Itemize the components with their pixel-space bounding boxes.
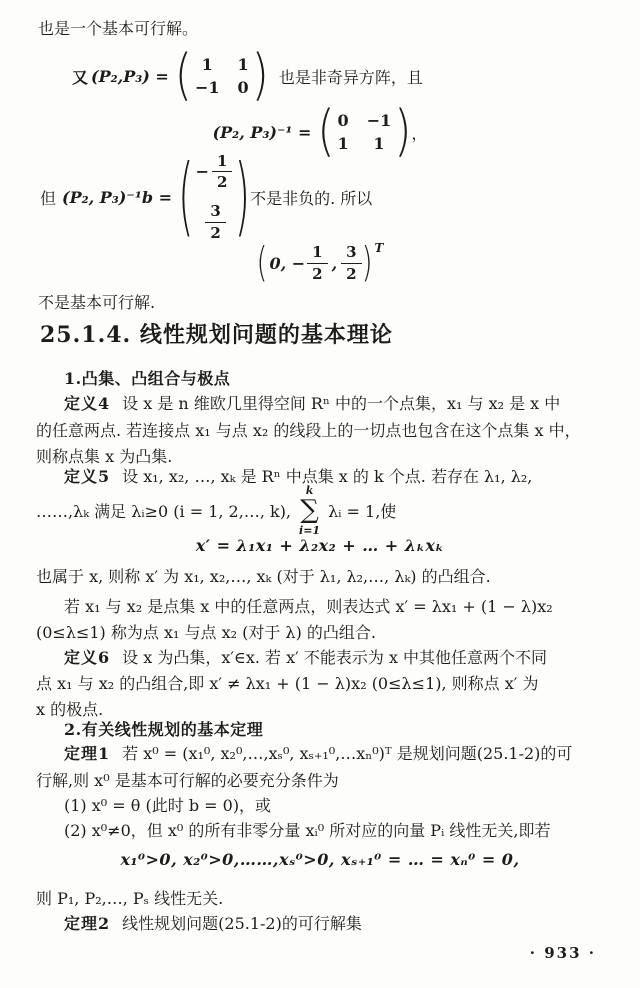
intro-line-1: 也是一个基本可行解。 — [38, 19, 199, 38]
column-vector — [178, 147, 251, 247]
theorem-2-label: 定理2 — [64, 914, 111, 933]
fraction-denominator: 2 — [217, 173, 228, 192]
intro-line-2: 不是基本可行解. — [38, 293, 156, 312]
page-number: · 933 · — [529, 944, 596, 962]
definition-6-line-1 — [64, 645, 547, 668]
fraction-sign: − — [195, 162, 210, 182]
vector-entry — [202, 202, 225, 243]
left-paren-glyph: ( — [178, 147, 194, 247]
definition-6-line-3: x 的极点. — [36, 700, 104, 719]
fraction-denominator: 2 — [346, 264, 357, 283]
equation-transpose-vector — [0, 238, 640, 288]
definition-6-text: 设 x 为凸集，x′∈x. 若 x′ 不能表示为 x 中其他任意两个不同 — [122, 648, 548, 667]
matrix-cell: 1 — [373, 133, 385, 153]
right-paren-glyph: ) — [361, 238, 373, 287]
matrix-p2-p3 — [174, 43, 269, 108]
theorem-2-line-1 — [64, 911, 362, 934]
subsection-2-title: 2.有关线性规划的基本定理 — [64, 720, 264, 739]
eq4-pre: 0, − — [269, 253, 306, 273]
definition-5-line-3: 也属于 x, 则称 x′ 为 x₁, x₂,…, xₖ (对于 λ₁, λ₂,…, λₖ) 的凸组合. — [36, 567, 491, 586]
theorem-1-line-2: 行解,则 x⁰ 是基本可行解的必要充分条件为 — [36, 771, 339, 790]
fraction-denominator: 2 — [312, 264, 323, 283]
matrix-cell: −1 — [194, 77, 220, 97]
theorem-1-item-2: (2) x⁰≠0，但 x⁰ 的所有非零分量 xᵢ⁰ 所对应的向量 Pᵢ 线性无关,即若 — [64, 821, 551, 840]
definition-5-label: 定义5 — [64, 467, 111, 486]
definition-5-condition: ……,λₖ 满足 λᵢ≥0 (i = 1, 2,…, k), — [36, 501, 292, 521]
fraction-numerator: 3 — [341, 243, 361, 264]
fraction — [307, 243, 327, 284]
fraction-numerator: 3 — [205, 202, 225, 223]
eq2-lhs: (P₂, P₃)⁻¹ = — [212, 122, 312, 142]
theorem-1-equation — [0, 850, 640, 869]
definition-4-line-3: 则称点集 x 为凸集. — [36, 447, 173, 466]
definition-4-line-2: 的任意两点. 若连接点 x₁ 与点 x₂ 的线段上的一切点也包含在这个点集 x 中， — [36, 421, 581, 440]
fraction — [205, 202, 225, 243]
matrix-cells — [192, 55, 252, 96]
convex-combination-line-1: 若 x₁ 与 x₂ 是点集 x 中的任意两点，则表达式 x′ = λx₁ + (1 − λ)x₂ — [64, 597, 553, 616]
right-paren-glyph: ) — [251, 43, 269, 108]
fraction-numerator: 1 — [307, 243, 327, 264]
definition-6-label: 定义6 — [64, 648, 111, 667]
eq3-chinese-prefix: 但 — [40, 188, 57, 208]
theorem-1-item-1: (1) x⁰ = θ (此时 b = 0)，或 — [64, 796, 272, 815]
convex-combination-line-2: (0≤λ≤1) 称为点 x₁ 与点 x₂ (对于 λ) 的凸组合. — [36, 623, 376, 642]
definition-6-line-2: 点 x₁ 与 x₂ 的凸组合,即 x′ ≠ λx₁ + (1 − λ)x₂ (0≤λ≤1), 则称点 x′ 为 — [36, 674, 539, 693]
right-paren-glyph: ) — [234, 147, 251, 247]
eq2-trailing-comma: ， — [411, 123, 428, 143]
vector-entry — [196, 152, 233, 193]
fraction — [341, 243, 361, 284]
fraction-denominator: 2 — [210, 223, 221, 242]
theorem-1-text: 若 x⁰ = (x₁⁰, x₂⁰,…,xₛ⁰, xₛ₊₁⁰,…xₙ⁰)ᵀ 是规划问题(25.1-2)的可 — [122, 744, 573, 763]
definition-4-text: 设 x 是 n 维欧几里得空间 Rⁿ 中的一个点集，x₁ 与 x₂ 是 x 中 — [122, 394, 561, 413]
left-paren-glyph: ( — [174, 43, 192, 108]
right-paren-glyph: ) — [394, 99, 412, 164]
theorem-1-label: 定理1 — [64, 744, 111, 763]
definition-4-label: 定义4 — [64, 394, 111, 413]
transpose-superscript: T — [374, 241, 384, 255]
eq4-mid: , — [331, 253, 338, 273]
fraction — [212, 152, 232, 193]
eq1-lhs: (P₂,P₃) = — [91, 66, 169, 86]
definition-5-line-2 — [36, 484, 396, 536]
sigma-icon: ∑ — [300, 494, 319, 525]
left-paren-glyph: ( — [256, 238, 268, 287]
section-heading: 25.1.4. 线性规划问题的基本理论 — [40, 322, 393, 348]
definition-4-line-1 — [64, 391, 560, 414]
subsection-1-title: 1.凸集、凸组合与极点 — [64, 369, 231, 388]
matrix-cell: 1 — [237, 55, 249, 75]
matrix-cell: 0 — [237, 77, 249, 97]
definition-5-equation — [0, 536, 640, 555]
definition-5-condition-tail: λᵢ = 1,使 — [328, 501, 397, 521]
theorem-1-line-1 — [64, 741, 572, 764]
equation-vector-check — [40, 147, 373, 247]
summation-symbol — [299, 485, 320, 536]
matrix-cell: 1 — [201, 55, 213, 75]
theorem-2-text: 线性规划问题(25.1-2)的可行解集 — [122, 914, 362, 933]
equation-nonsingular-matrix — [72, 43, 423, 108]
matrix-cells — [335, 111, 395, 152]
summation-upper-limit: k — [305, 483, 314, 497]
matrix-cell: 0 — [337, 111, 349, 131]
summation-lower-limit: i=1 — [299, 523, 321, 537]
definition-5-text: 设 x₁, x₂, …, xₖ 是 Rⁿ 中点集 x 的 k 个点. 若存在 λ₁, λ₂, — [122, 467, 533, 486]
matrix-cell: 1 — [337, 133, 349, 153]
inverse-matrix — [317, 99, 412, 164]
convex-combination-equation: x′ = λ₁x₁ + λ₂x₂ + … + λₖxₖ — [195, 536, 445, 555]
vector-entries — [194, 152, 235, 243]
nonzero-components-equation: x₁⁰>0, x₂⁰>0,……,xₛ⁰>0, xₛ₊₁⁰ = … = xₙ⁰ = 0, — [120, 850, 520, 869]
eq3-lhs: (P₂, P₃)⁻¹b = — [62, 187, 172, 207]
eq1-suffix-text: 也是非奇异方阵，且 — [278, 67, 423, 87]
matrix-cell: −1 — [366, 111, 392, 131]
left-paren-glyph: ( — [317, 99, 335, 164]
theorem-1-line-3: 则 P₁, P₂,…, Pₛ 线性无关. — [36, 889, 224, 908]
eq3-suffix-text: 不是非负的. 所以 — [250, 188, 373, 208]
fraction-numerator: 1 — [212, 152, 232, 173]
eq1-chinese-prefix: 又 — [72, 67, 90, 87]
